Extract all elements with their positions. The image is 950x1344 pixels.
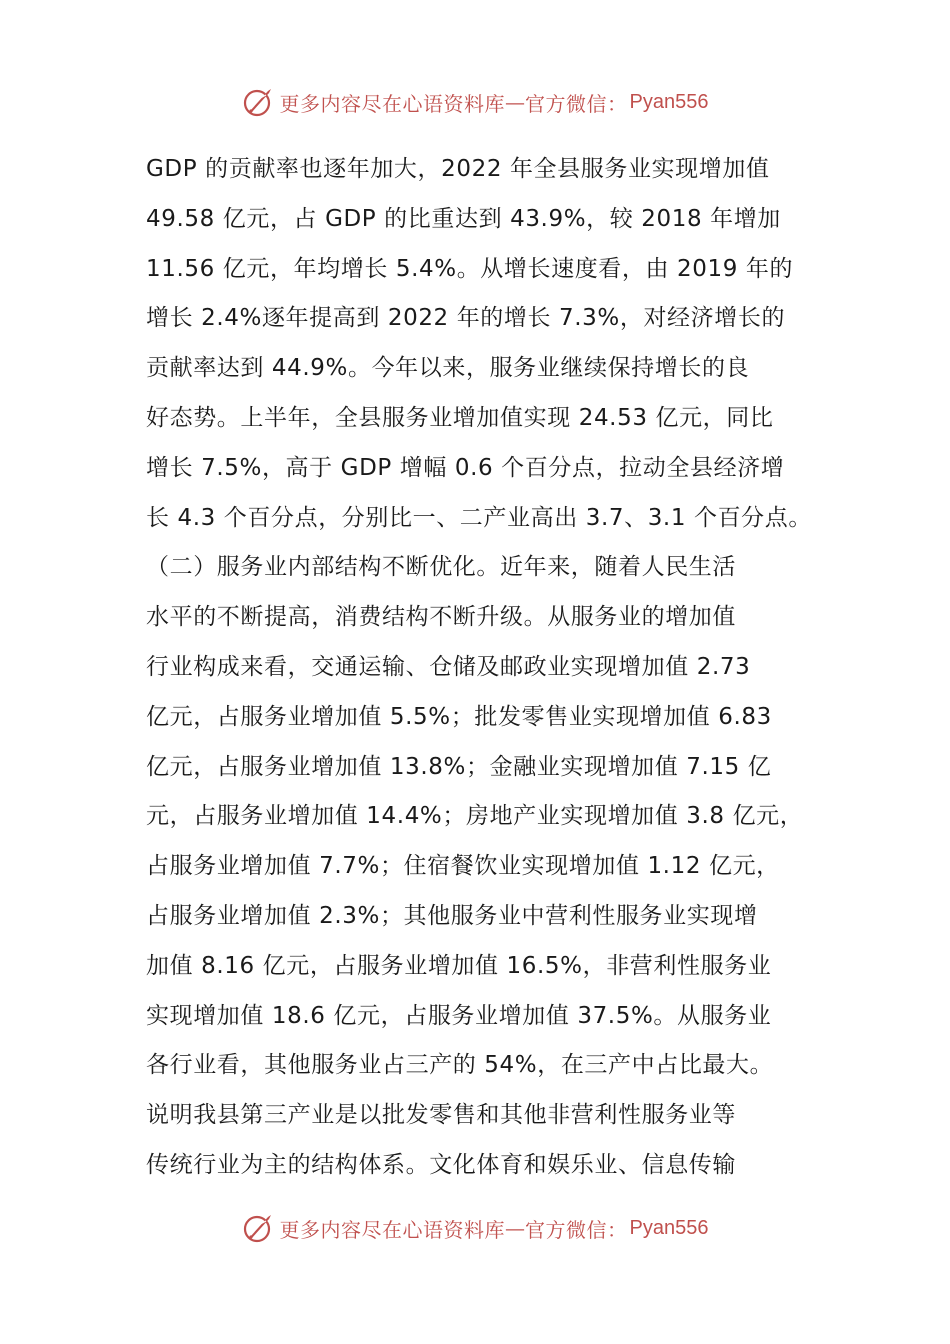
quill-logo-icon <box>242 85 276 119</box>
text-line: 传统行业为主的结构体系。文化体育和娱乐业、信息传输 <box>146 1151 736 1178</box>
document-body <box>146 145 810 1191</box>
text-line: 亿元，占服务业增加值 13.8%；金融业实现增加值 7.15 亿 <box>146 753 772 780</box>
banner-official-label: 官方微信： <box>525 91 628 116</box>
text-line: 水平的不断提高，消费结构不断升级。从服务业的增加值 <box>146 604 736 631</box>
text-line: 行业构成来看，交通运输、仓储及邮政业实现增加值 2.73 <box>146 653 751 680</box>
text-line: 49.58 亿元，占 GDP 的比重达到 43.9%，较 2018 年增加 <box>146 205 781 232</box>
banner-wechat-id: Pyan556 <box>629 1216 709 1239</box>
text-line: 占服务业增加值 2.3%；其他服务业中营利性服务业实现增 <box>146 902 758 929</box>
text-line: 长 4.3 个百分点，分别比一、二产业高出 3.7、3.1 个百分点。 <box>146 504 812 531</box>
text-line: 实现增加值 18.6 亿元，占服务业增加值 37.5%。从服务业 <box>146 1002 772 1029</box>
footer-watermark-banner <box>0 1208 950 1248</box>
banner-text: 更多内容尽在心语资料库 <box>279 91 506 116</box>
text-line: 11.56 亿元，年均增长 5.4%。从增长速度看，由 2019 年的 <box>146 255 794 282</box>
text-line: 贡献率达到 44.9%。今年以来，服务业继续保持增长的良 <box>146 355 750 382</box>
text-line: 说明我县第三产业是以批发零售和其他非营利性服务业等 <box>146 1102 736 1129</box>
text-line: 增长 2.4%逐年提高到 2022 年的增长 7.3%，对经济增长的 <box>146 305 786 332</box>
text-line: 各行业看，其他服务业占三产的 54%，在三产中占比最大。 <box>146 1052 774 1079</box>
text-line: 增长 7.5%，高于 GDP 增幅 0.6 个百分点，拉动全县经济增 <box>146 454 785 481</box>
text-line: （二）服务业内部结构不断优化。近年来，随着人民生活 <box>146 554 736 581</box>
text-line: 元，占服务业增加值 14.4%；房地产业实现增加值 3.8 亿元， <box>146 803 804 830</box>
text-line: GDP 的贡献率也逐年加大，2022 年全县服务业实现增加值 <box>146 156 770 182</box>
text-line: 好态势。上半年，全县服务业增加值实现 24.53 亿元，同比 <box>146 404 774 431</box>
text-line: 占服务业增加值 7.7%；住宿餐饮业实现增加值 1.12 亿元， <box>146 853 780 880</box>
banner-wechat-id: Pyan556 <box>629 90 709 113</box>
quill-logo-icon <box>242 1211 276 1245</box>
banner-separator: — <box>505 90 526 114</box>
banner-separator: — <box>505 1216 526 1240</box>
text-line: 加值 8.16 亿元，占服务业增加值 16.5%，非营利性服务业 <box>146 952 772 979</box>
banner-official-label: 官方微信： <box>525 1217 628 1242</box>
header-watermark-banner <box>0 82 950 122</box>
banner-text: 更多内容尽在心语资料库 <box>279 1217 506 1242</box>
text-line: 亿元，占服务业增加值 5.5%；批发零售业实现增加值 6.83 <box>146 703 772 730</box>
